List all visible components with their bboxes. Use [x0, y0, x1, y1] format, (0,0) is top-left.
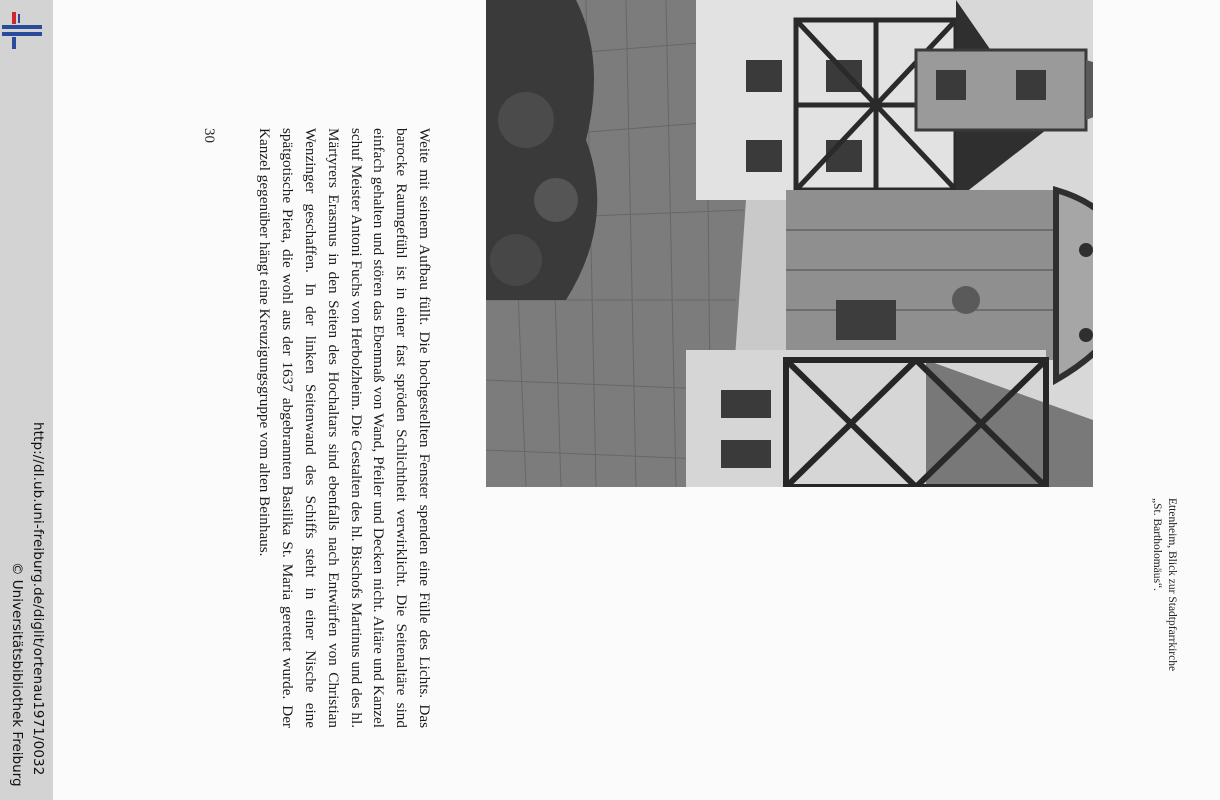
scanned-page [53, 0, 1220, 800]
church-photo-illustration [486, 0, 1093, 487]
body-paragraph: Weite mit seinem Aufbau füllt. Die hochgestellten Fenster spenden eine Fülle des Lichts. Das barocke Raumgefühl ist in einer fast spröden Schlichtheit verwirklicht. Die Seitenaltäre sind einfach gehalten und stören das Ebenmaß von Wand, Pfeiler und Decken nicht. Altäre und Kanzel schuf Meister Antoni Fuchs von Herbolzheim. Die Gestalten des hl. Bischofs Martinus und des hl. Märtyrers Erasmus in den Seiten des Hochaltars sind ebenfalls nach Entwürfen von Christian Wenzinger geschaffen. In der linken Seitenwand des Schiffs steht in einer Nische eine spätgotische Pieta, die wohl aus der 1637 abgebrannten Basilika St. Maria gerettet wurde. Der Kanzel gegenüber hängt eine Kreuzigungsgruppe vom alten Beinhaus. [256, 128, 433, 728]
church-photograph [486, 0, 1093, 487]
university-library-logo-icon [0, 8, 44, 52]
caption-line-2: „St. Bartholomäus“. [1151, 498, 1163, 591]
photo-caption [1149, 498, 1179, 671]
viewer-side-strip [0, 0, 53, 800]
caption-line-1: Ettenheim, Blick zur Stadtpfarrkirche [1166, 498, 1178, 672]
body-text [253, 128, 435, 728]
source-url[interactable]: http://dl.ub.uni-freiburg.de/diglit/ortenau1971/0032 [30, 422, 46, 776]
copyright-notice: © Universitätsbibliothek Freiburg [9, 562, 25, 787]
page-number: 30 [201, 128, 217, 143]
